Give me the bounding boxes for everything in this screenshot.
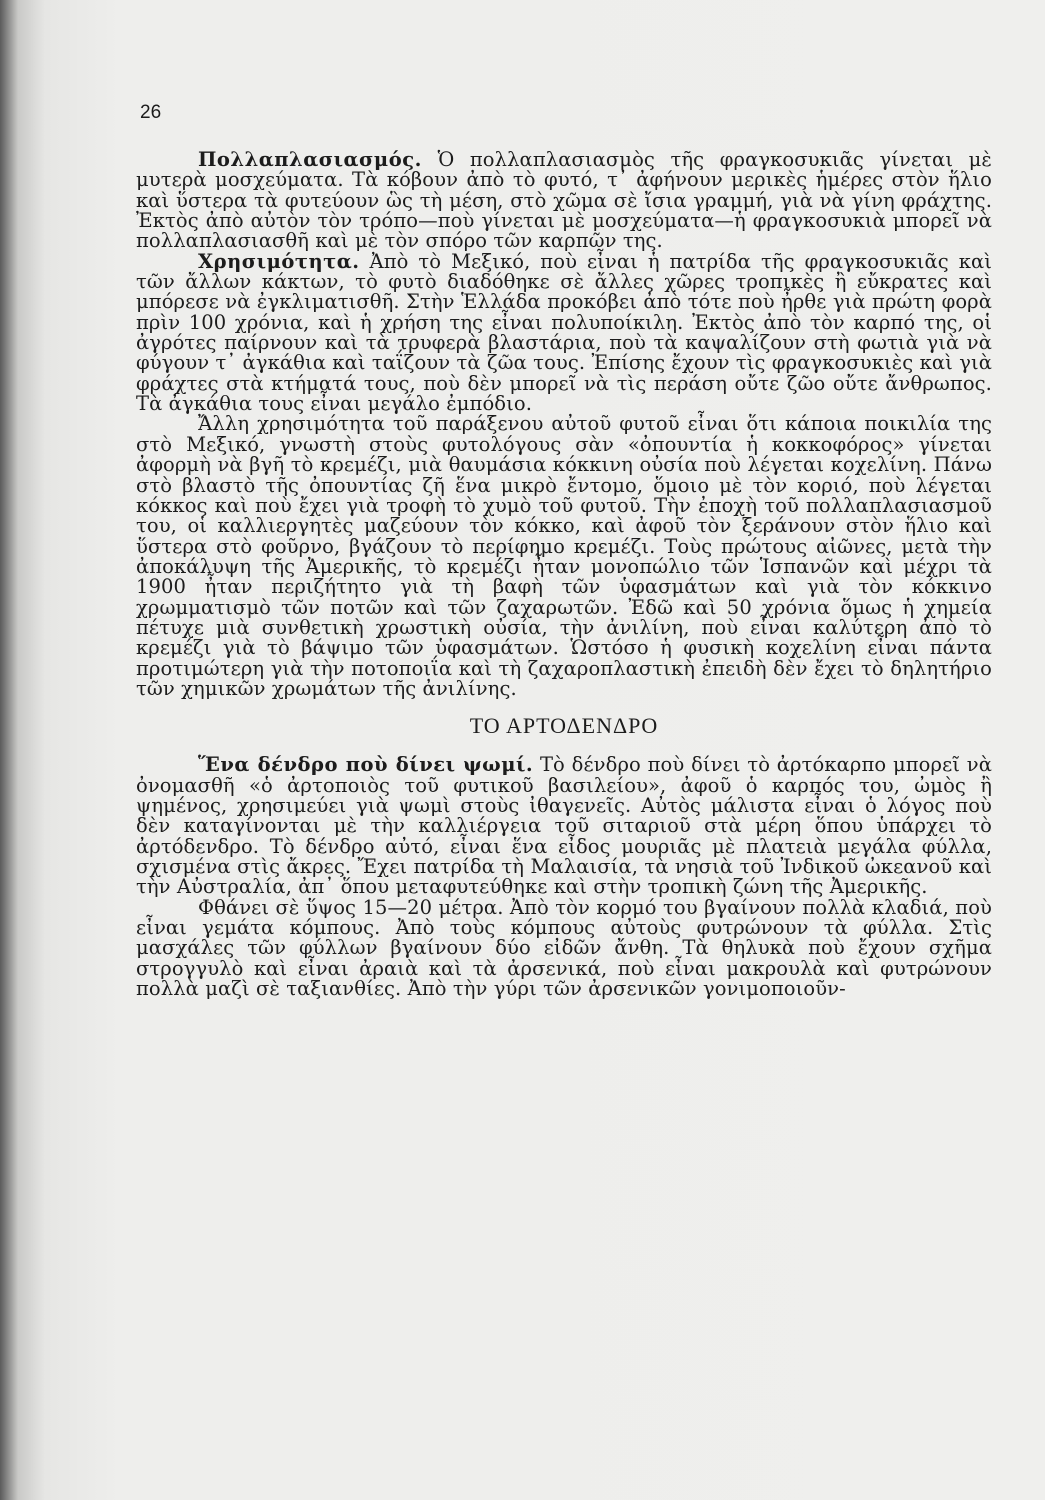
heading-bread-tree: Ἕνα δένδρο ποὺ δίνει ψωμί. bbox=[198, 753, 534, 777]
heading-usefulness: Χρησιμότητα. bbox=[198, 249, 360, 273]
section-title-breadfruit: ΤΟ ΑΡΤΟΔΕΝΔΡΟ bbox=[469, 713, 659, 739]
paragraph-usefulness bbox=[136, 249, 992, 416]
paragraph-propagation bbox=[136, 150, 992, 252]
heading-propagation: Πολλαπλασιασμός. bbox=[198, 148, 422, 171]
paragraph-bread-tree bbox=[136, 755, 992, 897]
text-propagation: Ὁ πολλαπλασιασμὸς τῆς φραγκοσυκιᾶς γίνεται μὲ μυτερὰ μοσχεύματα. Τὰ κόβουν ἀπὸ τὸ φυτό, τ᾽ ἀφήνουν μερικὲς ἡμέρες στὸν ἥλιο καὶ ὕστερα τὰ φυτεύουν ὣς τὴ μέση, στὸ χῶμα σὲ ἴσια γραμμή, γιὰ νὰ γίνη φράχτης. Ἐκτὸς ἀπὸ αὐτὸν τὸν τρόπο—ποὺ γίνεται μὲ μοσχεύματα—ἡ φραγκοσυκιὰ μπορεῖ νὰ πολλαπλασιασθῆ καὶ μὲ τὸν σπόρο τῶν καρπῶν της. bbox=[136, 148, 992, 253]
text-bread-tree: Τὸ δένδρο ποὺ δίνει τὸ ἀρτόκαρπο μπορεῖ νὰ ὀνομασθῆ «ὁ ἀρτοποιὸς τοῦ φυτικοῦ βασιλείου», ἀφοῦ ὁ καρπός του, ὠμὸς ἢ ψημένος, χρησιμεύει γιὰ ψωμὶ στοὺς ἰθαγενεῖς. Αὐτὸς μάλιστα εἶναι ὁ λόγος ποὺ δὲν καταγίνονται μὲ τὴν καλλιέργεια τοῦ σιταριοῦ στὰ μέρη ὅπου ὑπάρχει τὸ ἀρτόδενδρο. Τὸ δένδρο αὐτό, εἶναι ἕνα εἶδος μουριᾶς μὲ πλατειὰ μεγάλα φύλλα, σχισμένα στὶς ἄκρες. Ἔχει πατρίδα τὴ Μαλαισία, τὰ νησιὰ τοῦ Ἰνδικοῦ ὠκεανοῦ καὶ τὴν Αὐστραλία, ἀπ᾽ ὅπου μεταφυτεύθηκε καὶ στὴν τροπικὴ ζώνη τῆς Ἀμερικῆς. bbox=[136, 753, 992, 899]
page-body bbox=[136, 150, 992, 999]
page-number: 26 bbox=[140, 102, 162, 123]
text-usefulness: Ἀπὸ τὸ Μεξικό, ποὺ εἶναι ἡ πατρίδα τῆς φραγκοσυκιᾶς καὶ τῶν ἄλλων κάκτων, τὸ φυτὸ διαδόθηκε σὲ ἄλλες χῶρες τροπικὲς ἢ εὔκρατες καὶ μπόρεσε νὰ ἐγκλιματισθῆ. Στὴν Ἑλλάδα προκόβει ἀπὸ τότε ποὺ ἦρθε γιὰ πρώτη φορὰ πρὶν 100 χρόνια, καὶ ἡ χρήση της εἶναι πολυποίκιλη. Ἐκτὸς ἀπὸ τὸν καρπό της, οἱ ἀγρότες παίρνουν καὶ τὰ τρυφερὰ βλαστάρια, ποὺ τὰ καψαλίζουν στὴ φωτιὰ γιὰ νὰ φύγουν τ᾽ ἀγκάθια καὶ ταΐζουν τὰ ζῶα τους. Ἐπίσης ἔχουν τὶς φραγκοσυκιὲς καὶ γιὰ φράχτες στὰ κτήματά τους, ποὺ δὲν μπορεῖ νὰ τὶς περάση οὔτε ζῶο οὔτε ἄνθρωπος. Τὰ ἀγκάθια τους εἶναι μεγάλο ἐμπόδιο. bbox=[136, 249, 992, 416]
paragraph-height: Φθάνει σὲ ὕψος 15—20 μέτρα. Ἀπὸ τὸν κορμό του βγαίνουν πολλὰ κλαδιά, ποὺ εἶναι γεμάτα κόμπους. Ἀπὸ τοὺς κόμπους αὐτοὺς φυτρώνουν τὰ φύλλα. Στὶς μασχάλες τῶν φύλλων βγαίνουν δύο εἰδῶν ἄνθη. Τὰ θηλυκὰ ποὺ ἔχουν σχῆμα στρογγυλὸ καὶ εἶναι ἀραιὰ καὶ τὰ ἀρσενικά, ποὺ εἶναι μακρουλὰ καὶ φυτρώνουν πολλὰ μαζὶ σὲ ταξιανθίες. Ἀπὸ τὴν γύρι τῶν ἀρσενικῶν γονιμοποιοῦν- bbox=[136, 895, 992, 1001]
paragraph-cochineal: Ἄλλη χρησιμότητα τοῦ παράξενου αὐτοῦ φυτοῦ εἶναι ὅτι κάποια ποικιλία της στὸ Μεξικό, γνωστὴ στοὺς φυτολόγους σὰν «ὀπουντία ἡ κοκκοφόρος» γίνεται ἀφορμὴ νὰ βγῆ τὸ κρεμέζι, μιὰ θαυμάσια κόκκινη οὐσία ποὺ λέγεται κοχελίνη. Πάνω στὸ βλαστὸ τῆς ὀπουντίας ζῆ ἕνα μικρὸ ἔντομο, ὅμοιο μὲ τὸν κοριό, ποὺ λέγεται κόκκος καὶ ποὺ ἔχει γιὰ τροφὴ τὸ χυμὸ τοῦ φυτοῦ. Τὴν ἐποχὴ τοῦ πολλαπλασιασμοῦ του, οἱ καλλιεργητὲς μαζεύουν τὸν κόκκο, καὶ ἀφοῦ τὸν ξεράνουν στὸν ἥλιο καὶ ὕστερα στὸ φοῦρνο, βγάζουν τὸ περίφημο κρεμέζι. Τοὺς πρώτους αἰῶνες, μετὰ τὴν ἀποκάλυψη τῆς Ἀμερικῆς, τὸ κρεμέζι ἦταν μονοπώλιο τῶν Ἱσπανῶν καὶ μέχρι τὰ 1900 ἦταν περιζήτητο γιὰ τὴ βαφὴ τῶν ὑφασμάτων καὶ γιὰ τὸν κόκκινο χρωμματισμὸ τῶν ποτῶν καὶ τῶν ζαχαρωτῶν. Ἐδῶ καὶ 50 χρόνια ὅμως ἡ χημεία πέτυχε μιὰ συνθετικὴ χρωστικὴ οὐσία, τὴν ἀνιλίνη, ποὺ εἶναι καλύτερη ἀπὸ τὸ κρεμέζι γιὰ τὸ βάψιμο τῶν ὑφασμάτων. Ὡστόσο ἡ φυσικὴ κοχελίνη εἶναι πάντα προτιμώτερη γιὰ τὴν ποτοποιΐα καὶ τὴ ζαχαροπλαστικὴ ἐπειδὴ δὲν ἔχει τὸ δηλητήριο τῶν χημικῶν χρωμάτων τῆς ἀνιλίνης. bbox=[136, 412, 992, 700]
